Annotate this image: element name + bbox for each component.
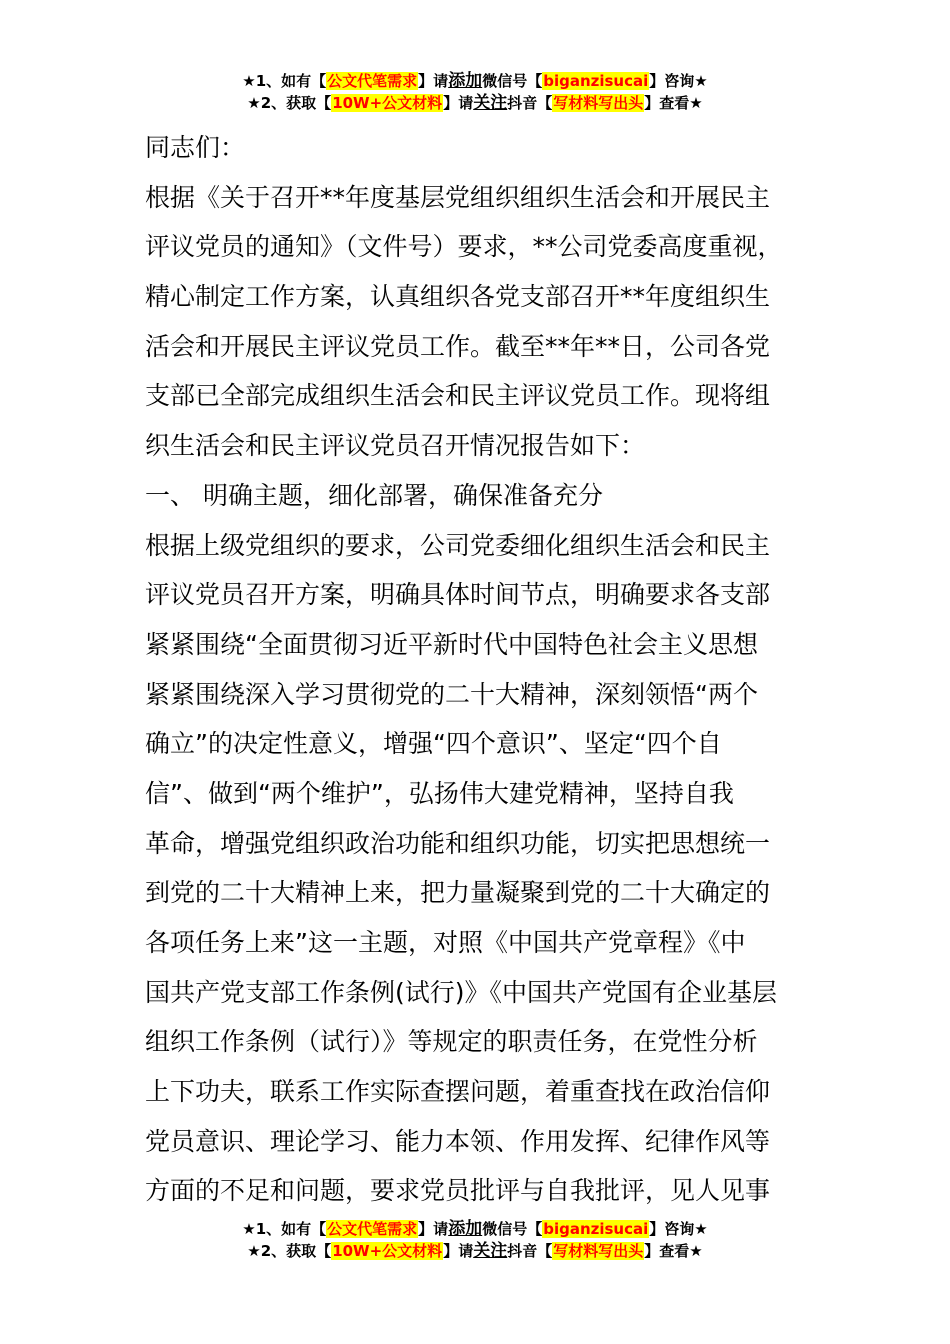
paragraph-line: 上下功夫，联系工作实际查摆问题，着重查找在政治信仰	[145, 1077, 771, 1107]
banner-text: ★1、如有【	[242, 1220, 327, 1238]
douyin-account: 写材料写出头	[553, 94, 644, 112]
highlight-text: 10W+公文材料	[332, 94, 443, 112]
banner-text: 】查看★	[644, 1242, 703, 1260]
paragraph-line: 国共产党支部工作条例(试行)》《中国共产党国有企业基层	[145, 977, 778, 1007]
highlight-text: 10W+公文材料	[332, 1242, 443, 1260]
paragraph-line: 信”、做到“两个维护”，弘扬伟大建党精神，坚持自我	[145, 778, 734, 808]
paragraph-line: 织生活会和民主评议党员召开情况报告如下：	[145, 431, 646, 461]
paragraph-line: 根据上级党组织的要求，公司党委细化组织生活会和民主	[145, 530, 771, 560]
underlined-text: 添加	[448, 71, 483, 91]
banner-text: 】请	[443, 1242, 474, 1260]
paragraph-line: 各项任务上来”这一主题，对照《中国共产党章程》《中	[145, 928, 746, 957]
banner-text: ★1、如有【	[242, 72, 327, 90]
banner-text: 】请	[418, 72, 449, 90]
banner-text: 】咨询★	[649, 72, 708, 90]
banner-line-2	[0, 92, 950, 114]
banner-text: 抖音【	[507, 1242, 553, 1260]
banner-text: 微信号【	[482, 1220, 543, 1238]
banner-text: 】查看★	[644, 94, 703, 112]
banner-text: ★2、获取【	[247, 94, 332, 112]
paragraph-line: 根据《关于召开**年度基层党组织组织生活会和开展民主	[145, 182, 771, 212]
paragraph-line: 革命，增强党组织政治功能和组织功能，切实把思想统一	[145, 828, 771, 858]
banner-line-1	[0, 1218, 950, 1240]
paragraph-line: 组织工作条例（试行）》等规定的职责任务，在党性分析	[145, 1027, 758, 1057]
paragraph-line: 紧紧围绕深入学习贯彻党的二十大精神，深刻领悟“两个	[145, 679, 758, 709]
paragraph-line: 评议党员的通知》（文件号）要求，**公司党委高度重视，	[145, 232, 783, 262]
paragraph-line: 活会和开展民主评议党员工作。截至**年**日，公司各党	[145, 331, 771, 361]
highlight-text: 公文代笔需求	[327, 1220, 418, 1238]
wechat-id: biganzisucai	[543, 72, 649, 90]
underlined-text: 添加	[448, 1219, 483, 1239]
paragraph-line: 支部已全部完成组织生活会和民主评议党员工作。现将组	[145, 381, 771, 411]
banner-text: 】请	[443, 94, 474, 112]
footer-banner	[0, 1218, 950, 1262]
paragraph-line: 精心制定工作方案，认真组织各党支部召开**年度组织生	[145, 282, 771, 312]
paragraph-line: 确立”的决定性意义，增强“四个意识”、坚定“四个自	[145, 729, 722, 759]
paragraph-line: 紧紧围绕“全面贯彻习近平新时代中国特色社会主义思想	[145, 629, 758, 659]
banner-text: 抖音【	[507, 94, 553, 112]
douyin-account: 写材料写出头	[553, 1242, 644, 1260]
paragraph-line: 到党的二十大精神上来，把力量凝聚到党的二十大确定的	[145, 878, 771, 908]
banner-text: 】请	[418, 1220, 449, 1238]
underlined-text: 关注	[473, 1241, 508, 1261]
paragraph-line: 评议党员召开方案，明确具体时间节点，明确要求各支部	[145, 580, 771, 610]
banner-text: 微信号【	[482, 72, 543, 90]
banner-text: 】咨询★	[649, 1220, 708, 1238]
wechat-id: biganzisucai	[543, 1220, 649, 1238]
underlined-text: 关注	[473, 93, 508, 113]
highlight-text: 公文代笔需求	[327, 72, 418, 90]
banner-line-1	[0, 70, 950, 92]
salutation: 同志们：	[145, 133, 246, 162]
header-banner	[0, 70, 950, 114]
banner-line-2	[0, 1240, 950, 1262]
paragraph-line: 方面的不足和问题，要求党员批评与自我批评，见人见事	[145, 1176, 771, 1206]
paragraph-line: 党员意识、理论学习、能力本领、作用发挥、纪律作风等	[145, 1126, 771, 1156]
document-body	[145, 123, 835, 1216]
section-heading: 一、 明确主题，细化部署，确保准备充分	[145, 480, 603, 510]
banner-text: ★2、获取【	[247, 1242, 332, 1260]
